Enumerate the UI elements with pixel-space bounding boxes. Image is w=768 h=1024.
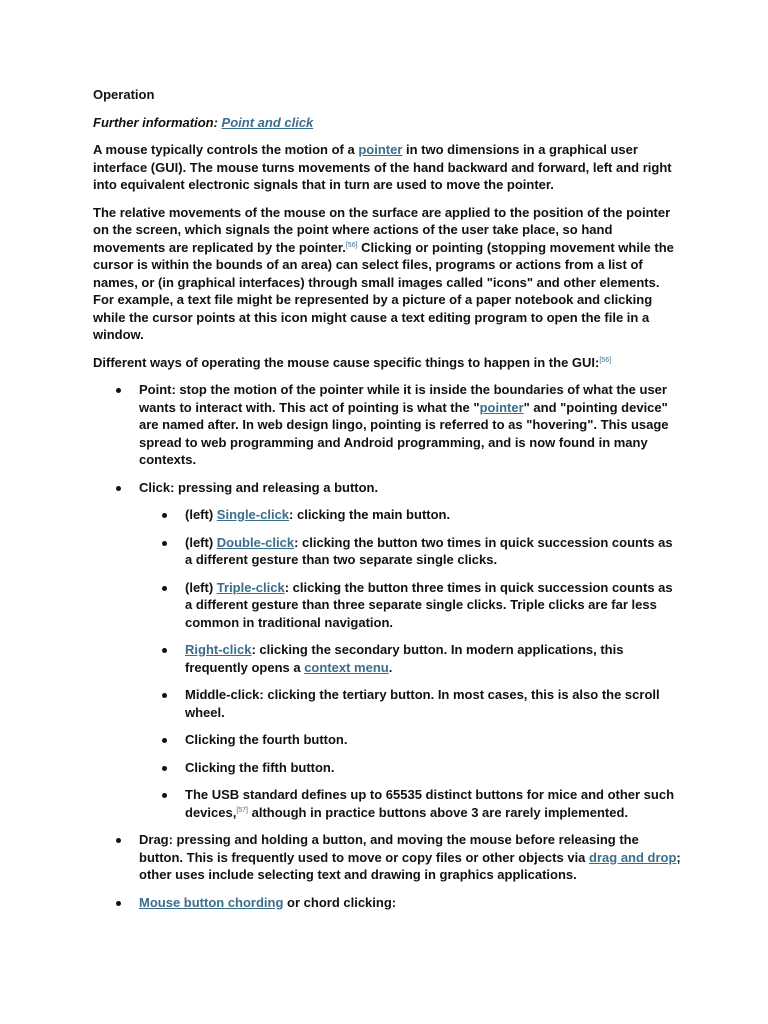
- list-item-triple-click: (left) Triple-click: clicking the button three times in quick succession counts as a different gesture than three separate single clicks. Triple clicks are far less common in traditional navigation.: [139, 579, 683, 632]
- list-item-drag: Drag: pressing and holding a button, and moving the mouse before releasing the button. This is frequently used to move or copy files or other objects via drag and drop; other uses include selecting text and drawing in graphics applications.: [93, 831, 683, 884]
- citation-56[interactable]: [56]: [345, 241, 358, 249]
- list-item-click: Click: pressing and releasing a button. (left) Single-click: clicking the main button. (left) Double-click: clicking the button two times in quick succession counts as a different gesture than two separate single clicks. (left) Triple-click: clicking the button three times in quick succession counts as a different gesture than three separate single clicks. Triple clicks are far less common in traditional navigation. Right-click: clicking the secondary button. In modern applications, this frequently opens a context menu. Middle-click: clicking the tertiary button. In most cases, this is also the scroll wheel. Clicking the fourth button. Clicking the fifth button. The USB standard defines up to 65535 distinct buttons for mice and other such devices,[57] although in practice buttons above 3 are rarely implemented.: [93, 479, 683, 822]
- paragraph-mouse-motion: A mouse typically controls the motion of a pointer in two dimensions in a graphical user interface (GUI). The mouse turns movements of the hand backward and forward, left and right into equivalent electronic signals that in turn are used to move the pointer.: [93, 142, 672, 192]
- bullet-icon: [162, 586, 167, 591]
- link-drag-and-drop[interactable]: drag and drop: [589, 849, 677, 865]
- list-item-usb-standard: The USB standard defines up to 65535 distinct buttons for mice and other such devices,[57] although in practice buttons above 3 are rarely implemented.: [139, 786, 683, 821]
- list-item-double-click: (left) Double-click: clicking the button two times in quick succession counts as a different gesture than two separate single clicks.: [139, 534, 683, 569]
- list-item-fourth-button: Clicking the fourth button.: [139, 731, 683, 749]
- citation-56[interactable]: [56]: [599, 356, 612, 364]
- section-heading: Operation: [93, 87, 155, 102]
- bullet-icon: [162, 693, 167, 698]
- link-single-click[interactable]: Single-click: [216, 507, 290, 522]
- link-mouse-button-chording[interactable]: Mouse button chording: [139, 894, 284, 910]
- link-pointer[interactable]: pointer: [479, 399, 524, 415]
- list-item-right-click: Right-click: clicking the secondary button. In modern applications, this frequently opens a context menu.: [139, 641, 683, 676]
- operations-list: [93, 381, 683, 911]
- link-point-and-click[interactable]: Point and click: [221, 114, 314, 130]
- bullet-icon: [116, 901, 121, 906]
- citation-57[interactable]: [57]: [236, 806, 249, 814]
- bullet-icon: [162, 541, 167, 546]
- click-sublist: [139, 506, 683, 821]
- list-item-single-click: (left) Single-click: clicking the main button.: [139, 506, 683, 524]
- bullet-icon: [162, 513, 167, 518]
- paragraph-ways-of-operating: Different ways of operating the mouse cause specific things to happen in the GUI:[56]: [93, 354, 612, 370]
- bullet-icon: [162, 648, 167, 653]
- bullet-icon: [116, 838, 121, 843]
- list-item-point: Point: stop the motion of the pointer while it is inside the boundaries of what the user wants to interact with. This act of pointing is what the "pointer" and "pointing device" are named after. In web design lingo, pointing is referred to as "hovering". This usage spread to web programming and Android programming, and is now found in many contexts.: [93, 381, 683, 469]
- link-right-click[interactable]: Right-click: [185, 642, 252, 657]
- bullet-icon: [162, 766, 167, 771]
- paragraph-relative-movements: The relative movements of the mouse on the surface are applied to the position of the pointer on the screen, which signals the point where actions of the user take place, so hand movements are replicated by the pointer.[56] Clicking or pointing (stopping movement while the cursor is within the bounds of an area) can select files, programs or actions from a list of names, or (in graphical interfaces) through small images called "icons" and other elements. For example, a text file might be represented by a picture of a paper notebook and clicking while the cursor points at this icon might cause a text editing program to open the file in a window.: [93, 204, 674, 342]
- bullet-icon: [116, 388, 121, 393]
- link-context-menu[interactable]: context menu: [304, 659, 389, 675]
- bullet-icon: [116, 486, 121, 491]
- further-information: Further information: Point and click: [93, 114, 314, 130]
- bullet-icon: [162, 738, 167, 743]
- list-item-fifth-button: Clicking the fifth button.: [139, 759, 683, 777]
- list-item-middle-click: Middle-click: clicking the tertiary button. In most cases, this is also the scroll wheel.: [139, 686, 683, 721]
- list-item-chording: Mouse button chording or chord clicking:: [93, 894, 683, 912]
- bullet-icon: [162, 793, 167, 798]
- link-double-click[interactable]: Double-click: [216, 534, 295, 550]
- article-content: [93, 86, 683, 921]
- link-triple-click[interactable]: Triple-click: [216, 579, 285, 595]
- link-pointer[interactable]: pointer: [358, 142, 403, 157]
